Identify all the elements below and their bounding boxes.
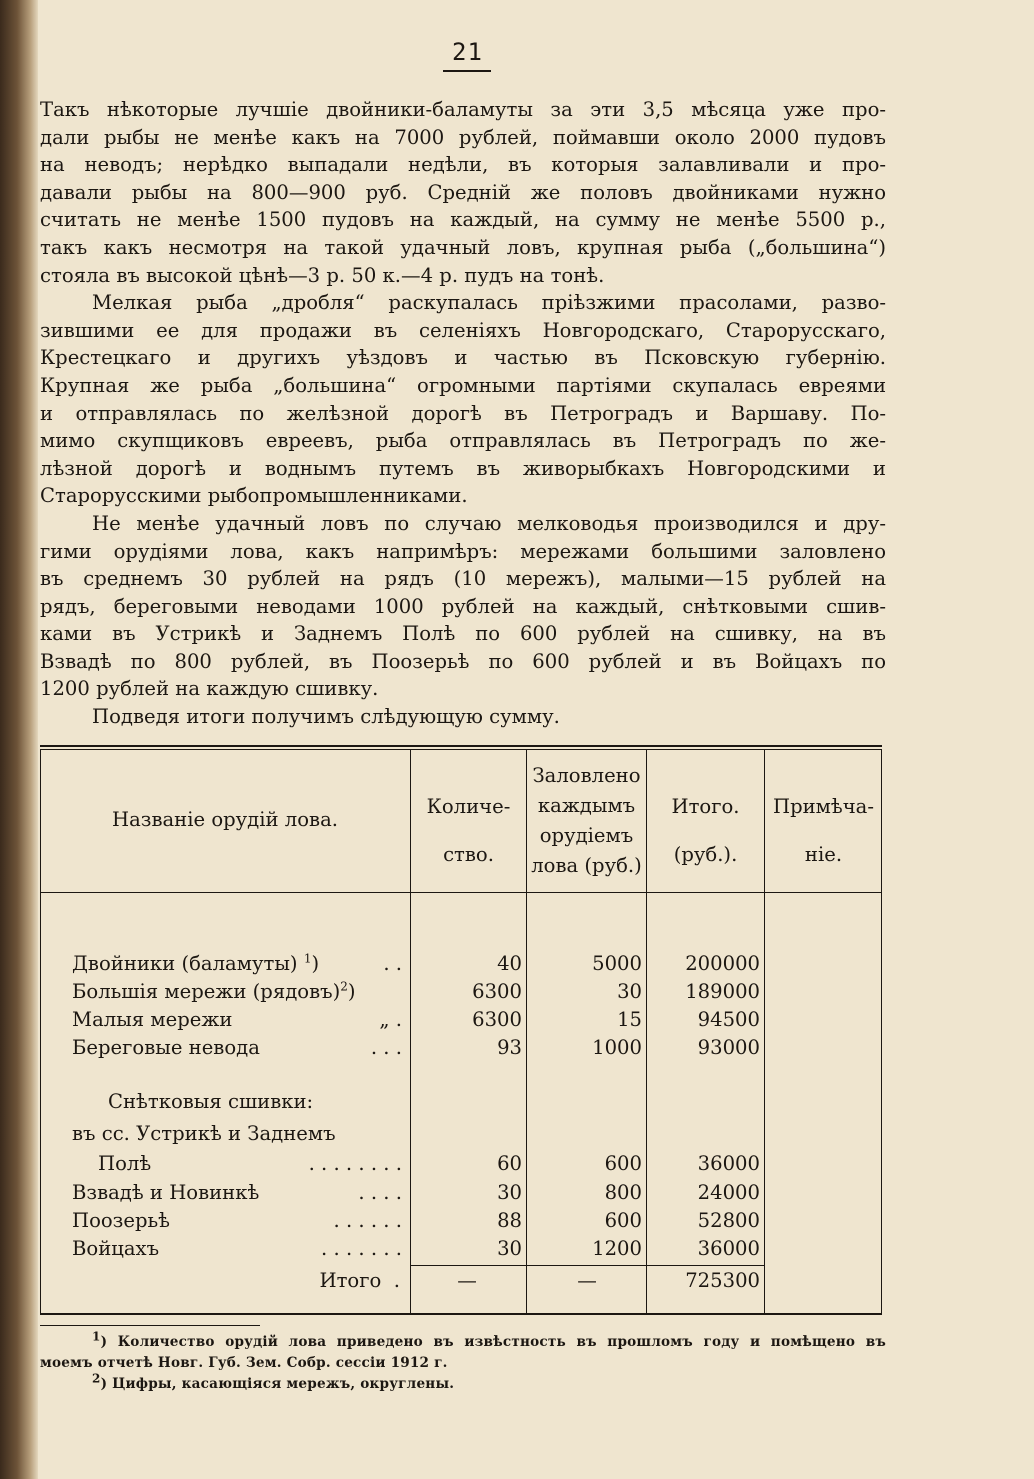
- paragraph-3-line-2: гими орудіями лова, какъ напримѣръ: мережами большими заловлено: [40, 539, 886, 563]
- table-row: [40, 1150, 882, 1178]
- table-row: [40, 1235, 882, 1263]
- header-each-line-3: орудіемъ: [539, 824, 634, 847]
- row-qty: 30: [497, 1181, 522, 1204]
- total-row: [40, 1267, 882, 1295]
- row-name: Полѣ . . . . . . . .: [98, 1152, 402, 1175]
- total-rule: [410, 1265, 765, 1266]
- table-row: [40, 950, 882, 978]
- header-qty-line-1: Количе-: [426, 795, 511, 818]
- footnote-1-line-1: 1) Количество орудій лова приведено въ извѣстность въ прошломъ году и помѣщено въ: [92, 1329, 886, 1350]
- group-heading-row: [40, 1088, 882, 1116]
- row-name: Взвадѣ и Новинкѣ . . . .: [72, 1181, 402, 1204]
- header-each-line-1: Заловлено: [532, 764, 641, 787]
- table-top-rule: [40, 745, 882, 747]
- row-total: 189000: [685, 980, 760, 1003]
- page-number-rule: [443, 70, 491, 72]
- total-value: 725300: [685, 1269, 760, 1292]
- footnote-2: 2) Цифры, касающіяся мережъ, округлены.: [92, 1371, 455, 1392]
- paragraph-2-line-5: и отправлялась по желѣзной дорогѣ въ Петроградъ и Варшаву. По-: [40, 401, 886, 425]
- footnotes: [40, 1329, 886, 1395]
- header-each: [527, 761, 646, 881]
- header-note-line-2: ніе.: [804, 843, 843, 866]
- paragraph-2-line-7: лѣзной дорогѣ и воднымъ путемъ въ живорыбкахъ Новгородскими и: [40, 456, 886, 480]
- paragraph-2-line-3: Крестецкаго и другихъ уѣздовъ и частью въ Псковскую губернію.: [40, 346, 886, 370]
- row-name: Большія мережи (рядовъ)$^2$): [72, 979, 356, 1003]
- header-name: [40, 805, 410, 835]
- header-total: [647, 783, 764, 879]
- row-qty: 6300: [472, 980, 522, 1003]
- row-each: 5000: [592, 952, 642, 975]
- row-each: 800: [604, 1181, 642, 1204]
- row-total: 94500: [697, 1008, 760, 1031]
- header-note: [765, 783, 882, 879]
- body-text: [40, 96, 886, 731]
- row-each: 1000: [592, 1036, 642, 1059]
- row-qty: 93: [497, 1036, 522, 1059]
- row-qty: 40: [497, 952, 522, 975]
- row-each: 30: [617, 980, 642, 1003]
- row-name: Войцахъ . . . . . . .: [72, 1237, 402, 1260]
- paragraph-1-line-5: считать не менѣе 1500 пудовъ на каждый, на сумму не менѣе 5500 р.,: [40, 208, 886, 232]
- row-name: Поозерьѣ . . . . . .: [72, 1209, 402, 1232]
- paragraph-3-line-7: 1200 рублей на каждую сшивку.: [40, 677, 379, 701]
- header-total-line-2: (руб.).: [673, 843, 738, 866]
- paragraph-1-line-1: Такъ нѣкоторые лучшіе двойники-баламуты за эти 3,5 мѣсяца уже про-: [40, 98, 886, 121]
- table-header-rule: [40, 892, 882, 893]
- row-total: 93000: [697, 1036, 760, 1059]
- paragraph-3-line-4: рядъ, береговыми неводами 1000 рублей на каждый, снѣтковыми сшив-: [40, 594, 886, 618]
- total-each: —: [577, 1269, 597, 1292]
- paragraph-1-line-3: на неводъ; нерѣдко выпадали недѣли, въ которыя залавливали и про-: [40, 153, 886, 177]
- paragraph-4-line-1: Подведя итоги получимъ слѣдующую сумму.: [92, 705, 560, 729]
- header-each-line-4: лова (руб.): [531, 854, 642, 877]
- header-qty-line-2: ство.: [443, 843, 494, 866]
- paragraph-2-line-4: Крупная же рыба „большина“ огромными партіями скупалась евреями: [40, 373, 886, 397]
- header-qty: [411, 783, 526, 879]
- paragraph-3-line-3: въ среднемъ 30 рублей на рядъ (10 мережъ), малыми—15 рублей на: [40, 567, 886, 591]
- paragraph-1-line-6: такъ какъ несмотря на такой удачный ловъ, крупная рыба („большина“): [40, 235, 886, 259]
- catch-summary-table: [40, 745, 882, 1315]
- footnote-rule: [40, 1325, 260, 1326]
- table-top-rule-thin: [40, 749, 882, 750]
- total-label: Итого .: [319, 1269, 400, 1292]
- footnote-1-line-2: моемъ отчетѣ Новг. Губ. Зем. Собр. сессіи 1912 г.: [40, 1355, 448, 1371]
- paragraph-2-line-2: зившими ее для продажи въ селеніяхъ Новгородскаго, Старорусскаго,: [40, 318, 886, 342]
- table-row: [40, 1034, 882, 1062]
- paragraph-1-line-4: давали рыбы на 800—900 руб. Средній же половъ двойниками нужно: [40, 180, 886, 204]
- row-name: Береговые невода . . .: [72, 1036, 402, 1059]
- header-each-line-2: каждымъ: [537, 794, 636, 817]
- row-each: 1200: [592, 1237, 642, 1260]
- row-total: 52800: [697, 1209, 760, 1232]
- row-qty: 30: [497, 1237, 522, 1260]
- row-each: 15: [617, 1008, 642, 1031]
- row-total: 24000: [697, 1181, 760, 1204]
- paragraph-3-line-5: ками въ Устрикѣ и Заднемъ Полѣ по 600 рублей на сшивку, на въ: [40, 622, 886, 646]
- group-subheading-row: [40, 1120, 882, 1148]
- row-each: 600: [604, 1152, 642, 1175]
- paragraph-2-line-8: Старорусскими рыбопромышленниками.: [40, 484, 468, 508]
- table-bottom-rule: [40, 1313, 882, 1315]
- row-total: 36000: [697, 1152, 760, 1175]
- paragraph-1-line-7: стояла въ высокой цѣнѣ—3 р. 50 к.—4 р. пудъ на тонѣ.: [40, 263, 605, 287]
- header-note-line-1: Примѣча-: [772, 795, 874, 818]
- group-subheading: въ сс. Устрикѣ и Заднемъ: [72, 1122, 336, 1145]
- row-qty: 6300: [472, 1008, 522, 1031]
- table-row: [40, 978, 882, 1006]
- row-total: 200000: [685, 952, 760, 975]
- header-total-line-1: Итого.: [671, 795, 740, 818]
- paragraph-1-line-2: дали рыбы не менѣе какъ на 7000 рублей, поймавши около 2000 пудовъ: [40, 125, 886, 149]
- page-number: 21: [452, 38, 483, 66]
- table-row: [40, 1207, 882, 1235]
- paragraph-2-line-1: Мелкая рыба „дробля“ раскупалась пріѣзжими прасолами, разво-: [92, 291, 886, 315]
- table-row: [40, 1006, 882, 1034]
- row-total: 36000: [697, 1237, 760, 1260]
- row-name: Малыя мережи „ .: [72, 1008, 402, 1031]
- row-name: Двойники (баламуты) $^1$) . .: [72, 951, 402, 975]
- header-name-line: Названіе орудій лова.: [112, 808, 338, 831]
- table-row: [40, 1179, 882, 1207]
- row-qty: 60: [497, 1152, 522, 1175]
- paragraph-2-line-6: мимо скупщиковъ евреевъ, рыба отправлялась въ Петроградъ по же-: [40, 429, 886, 453]
- row-each: 600: [604, 1209, 642, 1232]
- total-qty: —: [457, 1269, 477, 1292]
- row-qty: 88: [497, 1209, 522, 1232]
- paragraph-3-line-1: Не менѣе удачный ловъ по случаю мелководья производился и дру-: [92, 511, 886, 535]
- paragraph-3-line-6: Взвадѣ по 800 рублей, въ Поозерьѣ по 600 рублей и въ Войцахъ по: [40, 649, 886, 673]
- book-spine-shadow: [0, 0, 38, 1479]
- group-heading: Снѣтковыя сшивки:: [108, 1090, 314, 1113]
